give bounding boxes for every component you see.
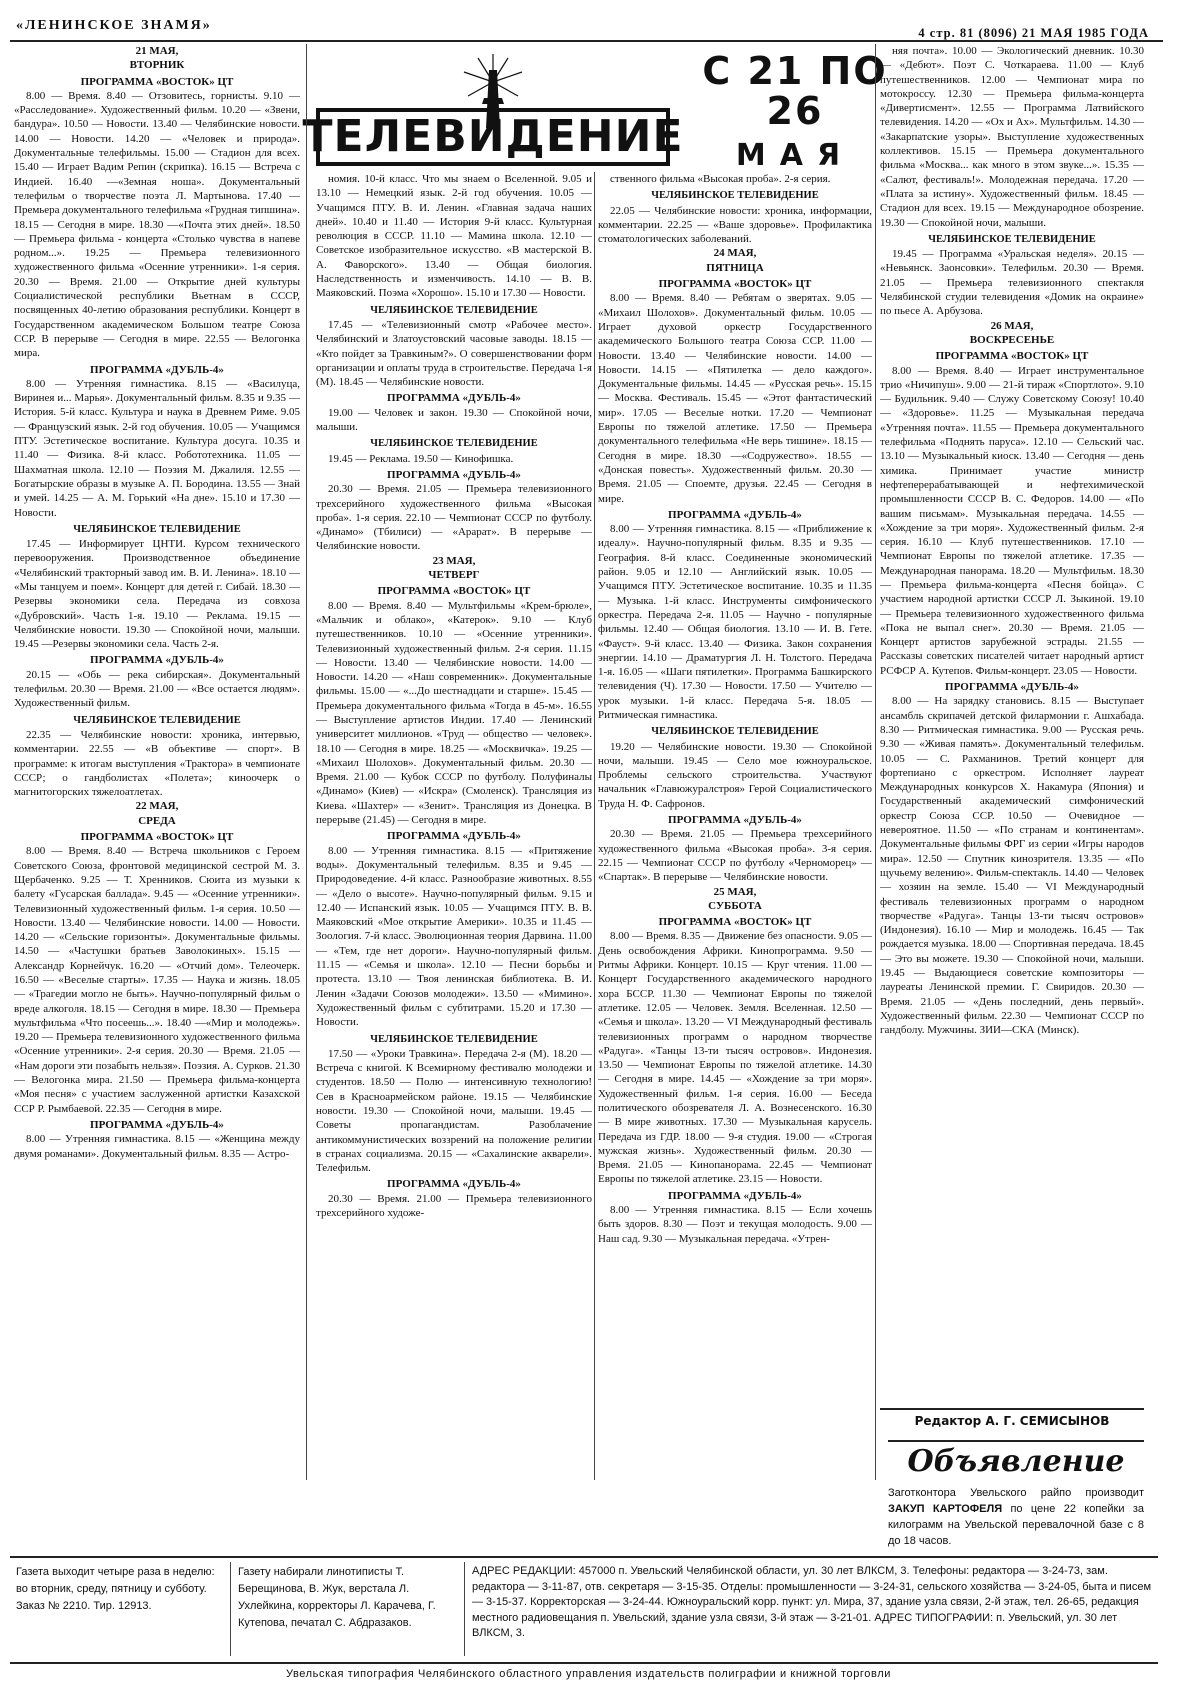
schedule-text: 22.05 — Челябинские новости: хроника, информации, комментарии. 22.25 — «Ваше здоровье». Профилактика стоматологических заболеваний. [598,204,872,246]
announcement-title: Объявление [888,1440,1144,1479]
date-range [700,49,890,173]
schedule-text: 8.00 — Время. 8.40 — Отзовитесь, горнисты. 9.10 — «Расследование». Художественный фильм. 10.20 — «Звени, бандура». 10.50 — Новости. 13.40 — Челябинские новости. 14.00 — Новости. 14.20 — «Человек и природа». Документальные телефильмы. 15.00 — Стадион для всех. 15.40 — Играет Вадим Репин (скрипка). 16.15 — Встреча с Индией. 16.40 —«Земная ноша». Документальный телефильм о творчестве поэта Л. Мартынова. 17.40 — Премьера документального телефильма «Грудная типшина». 18.15 — Сегодня в мире. 18.30 —«Почта этих дней». 18.50 — Премьера фильма - концерта «Столько чувства в напеве родном...». 19.25 — Премьера телевизионного художественного фильма «Осенние утренники». 1-я серия. 20.30 — Время. 21.00 — Открытие дней культуры Социалистической республики Вьетнам в СССР, посвященных 40-летию образования республики. Концерт в Государственном академическом Большом театре Союза ССР. В перерыве — Сегодня в мире. 22.55 — Велогонка мира. [14,89,300,360]
schedule-text: 19.20 — Челябинские новости. 19.30 — Спокойной ночи, малыши. 19.45 — Село мое южноуральское. Проблемы сельского строительства. Участвуют начальник «Главюжуралстроя» Герой Социалистического Труда Н. Ф. Сафронов. [598,740,872,810]
local-tv-heading: ЧЕЛЯБИНСКОЕ ТЕЛЕВИДЕНИЕ [370,304,538,316]
weekday-heading: СРЕДА [138,814,176,827]
announcement-text [888,1485,1144,1549]
schedule-text: 17.45 — «Телевизионный смотр «Рабочее место». Челябинский и Златоустовский часовые заводы. 18.15 — «Кто пойдет за Травкиным?». О совершенствовании форм организации и оплаты труда в строительстве. Передача 1-я (М). 18.45 — Челябинские новости. [316,318,592,389]
local-tv-heading: ЧЕЛЯБИНСКОЕ ТЕЛЕВИДЕНИЕ [651,726,819,738]
announcement-text-end: по цене 22 копейки за килограмм на Увельской перевалочной базе с 8 до 18 часов. [888,1503,1144,1547]
tv-title: ТЕЛЕВИДЕНИЕ [302,111,684,162]
schedule-text: ственного фильма «Высокая проба». 2-я серия. [610,173,831,185]
schedule-text: 8.00 — На зарядку становись. 8.15 — Выступает ансамбль скрипачей детской филармонии г. Ашхабада. 8.30 — Ритмическая гимнастика. 9.00 — Русская речь. 9.30 — «Живая память». Документальный телефильм. 10.05 — С. Рахманинов. Третий концерт для фортепиано с оркестром. Исполняет лауреат Международных конкурсов Х. Накамура (Япония) и Государственный академический симфонический оркестр Союза ССР. 10.50 — Очевидное — невероятное. 11.50 — «По странам и континентам». Документальные фильмы ФРГ из серии «Игры народов мира». 12.50 — Спутник кинозрителя. 13.35 — «По щучьему велению». Фильм-спектакль. 14.40 — Человек — хозяин на земле. 15.40 — VI Международный фестиваль телевизионных программ о народном творчестве «Радуга». Танцы 13-ти тысяч островов» (Индонезия). 16.10 — Мир и молодежь. 16.45 — Так рождается музыка. 18.00 — Спортивная передача. 18.45 — Это вы можете. 19.30 — Спокойной ночи, малыши. 19.45 — Выдающиеся советские композиторы — лауреаты Ленинской премии. Г. Свиридов. 20.30 — Время. 21.05 — «День последний, день первый». Художественный фильм. 22.30 — Чемпионат СССР по гандболу. Мужчины. ЗИИ—СКА (Минск). [880,695,1144,1037]
program-heading: ПРОГРАММА «ДУБЛЬ-4» [668,1189,802,1202]
print-order: Заказ № 2210. Тир. 12913. [16,1600,152,1612]
header-rule [10,40,1163,42]
editor-credit: Редактор А. Г. СЕМИСЫНОВ [880,1408,1144,1428]
column-4 [880,44,1144,1410]
schedule-text: 8.00 — Утренняя гимнастика. 8.15 — «Притяжение воды». Документальный телефильм. 8.35 и 9.45 — Природоведение. 4-й класс. Разнообразие животных. 8.55 — «Дело о высоте». Научно-популярный фильм. 9.15 и 12.40 — Испанский язык. 10.05 — Учащимся ПТУ. В. В. Маяковский «Мое открытие Америки». 10.35 и 11.45 — Зоология. 7-й класс. Эволюционная теория Дарвина. 11.00 — «Тем, где нет дороги». Научно-популярный фильм. 11.15 — «Семья и школа». 12.10 — Песни борьбы и протеста. 13.10 — Твоя ленинская библиотека. В. И. Ленин «Задачи Союзов молодежи». 13.50 — «Мимино». Художественный фильм с субтитрами. 15.20 и 17.30 — Новости. [316,844,592,1029]
announcement-highlight: ЗАКУП КАРТОФЕЛЯ [888,1503,1003,1515]
schedule-text: няя почта». 10.00 — Экологический дневник. 10.30 — «Дебют». Поэт С. Чоткараева. 11.00 — Клуб путешественников. 12.00 — Чемпионат мира по мотокроссу. 12.30 — Премьера фильма-концерта «Дивертисмент». 12.55 — Программа Латвийского телевидения. 14.20 — «Ох и Ах». Мультфильм. 14.30 — «Закарпатские узоры». Выступление художественных коллективов. 15.15 — Премьера документального фильма «Москва... как много в этом звуке...». 15.35 — «Салют, фестиваль!». Молодежная передача. 17.20 — «Плата за истину». Художественный фильм. 18.45 — Стадион для всех. 19.15 — Международное обозрение. 19.30 — Спокойной ночи, малыши. [880,45,1144,229]
announcement-text-start: Заготконтора Увельского райпо производит [888,1487,1144,1499]
announcement [888,1440,1144,1549]
schedule-text: 8.00 — Утренняя гимнастика. 8.15 — «Приближение к идеалу». Научно-популярный фильм. 8.35 и 9.35 — География. 8-й класс. Соединенные экономический район. 9.05 и 12.10 — Английский язык. 10.05 — Учащимся ПТУ. Эстетическое воспитание. 10.35 и 11.35 — Музыка. 1-й класс. Инструменты симфонического оркестра. Передача 2-я. 11.05 — Научно - популярные фильмы. 12.40 — Общая биология. 13.10 — И. В. Гете. «Фауст». 9-й класс. 13.40 — Физика. Закон сохранения энергии. 14.10 — Драматургия Л. Н. Толстого. Передача 1-я. 16.05 — «Шаги пятилетки». Программа Башкирского телевидения (Ч). 17.30 — Новости. 17.50 — Учителю — урок музыки. 1-й класс. Передача 5-я. 18.05 — Ритмическая гимнастика. [598,523,872,721]
editorial-address: АДРЕС РЕДАКЦИИ: 457000 п. Увельский Челябинской области, ул. 30 лет ВЛКСМ, 3. Телефоны: редактора — 3-24-73, зам. редактора — 3-11-87, отв. секретаря — 3-15-35. Отделы: промышленности — 3-24-31, сельского хозяйства — 3-24-05, быта и писем — 3-15-37. Корректорская — 3-24-44. Южноуральский корр. пункт: ул. Мира, 37, здание узла связи, 2-й этаж, тел. 26-65, редакция местного радиовещания п. Увельский, здание узла связи, 3-й этаж — 3-21-01. АДРЕС ТИПОГРАФИИ: п. Увельский, ул. 30 лет ВЛКСМ, 3. [472,1565,1152,1639]
schedule-text: 20.30 — Время. 21.05 — Премьера трехсерийного художественного фильма «Высокая проба». 3-я серия. 22.15 — Чемпионат СССР по футболу «Черноморец» — «Спартак». В перерыве — Челябинские новости. [598,828,872,884]
program-heading: ПРОГРАММА «ДУБЛЬ-4» [90,654,224,667]
printing-house-imprint: Увельская типография Челябинского областного управления издательств полиграфии и книжной торговли [286,1668,891,1680]
typesetting-credits: Газету набирали линотиписты Т. Берещинова, В. Жук, верстала Л. Ухлейкина, корректоры Л. Карачева, Г. Кутепова, печатал С. Абдразаков. [238,1566,436,1629]
program-heading: ПРОГРАММА «ДУБЛЬ-4» [668,814,802,827]
column-3 [598,172,872,1480]
schedule-text: 17.45 — Информирует ЦНТИ. Курсом технического перевооружения. Производственное объединение «Челябинский тракторный завод им. В. И. Ленина». 18.10 — «Мы танцуем и поем». Концерт для детей г. Сибай. 18.30 — Резервы экономики села. Передача из совхоза «Дубровский». Часть 1-я. 19.10 — Реклама. 19.15 — Челябинские новости. 19.30 — Спокойной ночи, малыши. 19.45 —Резервы экономики села. Часть 2-я. [14,538,300,651]
column-divider [594,172,595,1480]
day-heading: 25 МАЯ, [713,885,757,898]
local-tv-heading: ЧЕЛЯБИНСКОЕ ТЕЛЕВИДЕНИЕ [651,190,819,202]
paper-name: «ЛЕНИНСКОЕ ЗНАМЯ» [16,18,212,33]
footer-divider [230,1562,231,1656]
day-heading: 26 МАЯ, [990,319,1034,332]
local-tv-heading: ЧЕЛЯБИНСКОЕ ТЕЛЕВИДЕНИЕ [73,523,241,535]
column-2 [316,172,592,1480]
footer-divider [464,1562,465,1656]
day-heading: 22 МАЯ, [135,800,179,813]
column-divider [875,44,876,1480]
schedule-note: Газета выходит четыре раза в неделю: во вторник, среду, пятницу и субботу. [16,1566,215,1595]
program-heading: ПРОГРАММА «ВОСТОК» ЦТ [80,831,234,844]
program-heading: ПРОГРАММА «ДУБЛЬ-4» [387,1178,521,1191]
weekday-heading: СУББОТА [708,899,762,912]
weekday-heading: ВТОРНИК [129,59,185,72]
schedule-text: 19.45 — Программа «Уральская неделя». 20.15 — «Невьянск. Заонсовки». Телефильм. 20.30 — Время. 21.05 — Премьера телевизионного спектакля Челябинской студии телевидения «Домик на окраине» по пьесе А. Арбузова. [880,248,1144,318]
program-heading: ПРОГРАММА «ДУБЛЬ-4» [668,508,802,521]
weekday-heading: ПЯТНИЦА [706,261,764,274]
schedule-text: 8.00 — Утренняя гимнастика. 8.15 — «Женщина между двумя романами». Документальный фильм. 8.35 — Астро- [14,1133,300,1160]
local-tv-heading: ЧЕЛЯБИНСКОЕ ТЕЛЕВИДЕНИЕ [370,1033,538,1045]
schedule-text: 19.00 — Человек и закон. 19.30 — Спокойной ночи, малыши. [316,406,592,434]
schedule-text: 8.00 — Время. 8.40 — Встреча школьников с Героем Советского Союза, фронтовой медицинской сестрой М. З. Щербаченко. 9.25 — Т. Хренников. Сюита из музыки к балету «Гусарская баллада». 9.45 — «Осенние утренники». Телевизионный художественный фильм. 1-я серия. 10.50 — Новости. 13.40 — Челябинские новости. 14.00 — Новости. 14.20 — «Сельские горизонты». Документальные фильмы. 14.50 — «Частушки братьев Заволокиных». 15.15 — Александр Корнейчук. 16.20 — «Отчий дом». Телеочерк. 16.50 — «Веселые старты». 17.35 — Наука и жизнь. 18.05 — «Трагедии могло не быть». Научно-популярный фильм о вреде алкоголя. 18.15 — Сегодня в мире. 18.30 — Премьера мультфильма «Что посеешь...». 18.40 —«Мир и молодежь». 19.20 — Премьера телевизионного художественного фильма «Осенние утренники». 2-я серия. 20.30 — Время. 21.05 — «Нам дороги эти позабыть нельзя». Поэзия. А. Сурков. 21.30 — Велогонка мира. 21.50 — Премьера фильма-концерта «Моя песня» с участием заслуженной артистки Казахской ССР Р. Рымбаевой. 22.35 — Сегодня в мире. [14,845,300,1115]
publication-schedule [16,1564,226,1615]
program-heading: ПРОГРАММА «ДУБЛЬ-4» [387,468,521,481]
program-heading: ПРОГРАММА «ВОСТОК» ЦТ [935,350,1089,363]
schedule-text: 8.00 — Время. 8.40 — Играет инструментальное трио «Ничипуш». 9.00 — 21-й тираж «Спортлото». 9.10 — Будильник. 9.40 — Служу Советскому Союзу! 10.40 — «Здоровье». 11.25 — Музыкальная передача «Утренняя почта». 11.55 — Премьера документального телефильма «Поднять паруса». 12.10 — Сельский час. 13.10 — Музыкальный киоск. 13.40 — Сегодня — день химика. Принимает участие министр нефтеперерабатывающей и нефтехимической промышленности СССР В. С. Федоров. 14.00 — «По вашим письмам». Музыкальная передача. 14.55 — «Хождение за три моря». Художественный фильм. 2-я серия. 16.10 — Клуб путешественников. 17.10 — Чемпионат Европы по тяжелой атлетике. 17.35 — Международная панорама. 18.20 — Мультфильм. 18.30 — Премьера фильма-концерта «Песня бойца». С участием народной артистки СССР Л. Зыкиной. 19.10 — Премьера телевизионного художественного фильма «Пока не выпал снег». 20.30 — Время. 21.05 — Концерт артистов зарубежной эстрады. 21.55 — Рассказы советских писателей читает народный артист РСФСР А. Кутепов. Фильм-концерт. 23.05 — Новости. [880,364,1144,677]
program-heading: ПРОГРАММА «ДУБЛЬ-4» [945,681,1079,694]
program-heading: ПРОГРАММА «ВОСТОК» ЦТ [658,278,812,291]
local-tv-heading: ЧЕЛЯБИНСКОЕ ТЕЛЕВИДЕНИЕ [370,438,538,450]
footer [10,1556,1158,1664]
tv-title-box [302,108,684,166]
schedule-text: 19.45 — Реклама. 19.50 — Кинофишка. [328,452,514,465]
program-heading: ПРОГРАММА «ВОСТОК» ЦТ [377,585,531,598]
day-heading: 21 МАЯ, [135,45,179,57]
weekday-heading: ЧЕТВЕРГ [428,569,480,582]
schedule-text: номия. 10-й класс. Что мы знаем о Вселенной. 9.05 и 13.10 — Немецкий язык. 2-й год обучения. 10.05 — Учащимся ПТУ. В. И. Ленин. «Главная задача наших дней». 10.40 и 11.40 — История 9-й класс. Культурная революция в СССР. 11.10 — Мамина школа. 12.10 — Советское изобразительное искусство. «В мастерской В. А. Фаворского». 13.40 — Общая биология. Наследственность и изменчивость. 14.10 — В. В. Маяковский. Поэма «Хорошо». 15.10 и 17.30 — Новости. [316,173,592,300]
schedule-text: 8.00 — Утренняя гимнастика. 8.15 — Если хочешь быть здоров. 8.30 — Поэт и текущая молодость. 9.00 — Наш сад. 9.30 — Музыкальная передача. «Утрен- [598,1204,872,1245]
tv-masthead [302,52,684,168]
program-heading: ПРОГРАММА «ДУБЛЬ-4» [90,363,224,376]
schedule-text: 17.50 — «Уроки Травкина». Передача 2-я (М). 18.20 — Встреча с книгой. К Всемирному фестивалю молодежи и студентов. 18.50 — Полю — интенсивную технологию! Сев в Красноармейском районе. 19.15 — Челябинские новости. 19.30 — Спокойной ночи, малыши. 19.45 — Советы пропагандистам. Разоблачение антикоммунистических воззрений на положение религии в странах социализма. 20.15 — «Сахалинские акварели». Телефильм. [316,1047,592,1175]
program-heading: ПРОГРАММА «ДУБЛЬ-4» [90,1118,224,1131]
schedule-text: 8.00 — Утренняя гимнастика. 8.15 — «Василуца, Виринея и... Марья». Документальный фильм. 8.35 и 9.35 — История. 5-й класс. Культура и наука в Древнем Риме. 9.05 — Французский язык. 2-й год обучения. 10.05 — Учащимся ПТУ. Эстетическое воспитание. Культура досуга. 10.35 и 11.40 — Физика. 8-й класс. Робототехника. 11.05 — Шахматная школа. 12.10 — Поэзия М. Джалиля. 12.55 — Богатырские образы в музыке А. П. Бородина. 13.55 — Знай и умей. 14.25 — А. М. Горький «На дне». 15.10 и 17.30 — Новости. [14,377,300,519]
program-heading: ПРОГРАММА «ДУБЛЬ-4» [387,830,521,843]
schedule-text: 20.30 — Время. 21.05 — Премьера телевизионного трехсерийного художественного фильма «Высокая проба». 1-я серия. 22.10 — Чемпионат СССР по футболу. «Динамо» (Тбилиси) — «Арарат». В перерыве — Челябинские новости. [316,483,592,553]
weekday-heading: ВОСКРЕСЕНЬЕ [969,333,1055,346]
program-heading: ПРОГРАММА «ВОСТОК» ЦТ [80,75,234,88]
date-range-line2: МАЯ [735,137,855,173]
schedule-text: 8.00 — Время. 8.40 — Мультфильмы «Крем-брюле», «Мальчик и облако», «Катерок». 9.10 — Клуб путешественников. 10.10 — «Осенние утренники». Телевизионный художественный фильм. 2-я серия. 11.15 — Новости. 13.40 — Челябинские новости. 14.00 — Новости. 14.20 — «Наш современник». Документальные фильмы. 15.00 — «...До шестнадцати и старше». 15.45 — Премьера документального фильма «Тогда в 45-м». 16.55 — Выступление артистов Индии. 17.40 — Ленинский университет миллионов. «Труд — общество — человек». 18.10 — Сегодня в мире. 18.25 — «Москвичка». 19.25 — «Михаил Шолохов». Документальный фильм. 20.30 — Время. 21.00 — Кубок СССР по футболу. Полуфиналы «Динамо» (Киев) — «Искра» (Смоленск). Трансляция из Киева. «Шахтер» — «Зенит». Трансляция из Донецка. В перерыве (21.45) — Сегодня в мире. [316,599,592,827]
local-tv-heading: ЧЕЛЯБИНСКОЕ ТЕЛЕВИДЕНИЕ [73,714,241,726]
column-divider [306,44,307,1480]
schedule-text: 20.30 — Время. 21.00 — Премьера телевизионного трехсерийного художе- [316,1192,592,1220]
column-1 [14,44,300,1480]
program-heading: ПРОГРАММА «ВОСТОК» ЦТ [658,916,812,929]
local-tv-heading: ЧЕЛЯБИНСКОЕ ТЕЛЕВИДЕНИЕ [928,233,1096,245]
schedule-text: 8.00 — Время. 8.40 — Ребятам о зверятах. 9.05 — «Михаил Шолохов». Документальный фильм. 10.05 — Играет духовой оркестр Государственного академического Большого театра Союза ССР. 11.00 — Новости. 13.40 — Челябинские новости. 14.00 — Новости. 14.15 — «Пятилетка — дело каждого». Документальные фильмы. 14.45 — «Русская речь». 15.15 — Москва. Фестиваль. 15.45 — «Этот фантастический мир». 17.05 — Веселые нотки. 17.20 — Чемпионат Европы по тяжелой атлетике. 17.50 — Премьера документального телефильма «Не верь тишине». 18.15 — Сегодня в мире. 18.30 —«Содружество». 18.55 — «Донская повесть». Художественный фильм. 20.30 — Время. 21.05 — Споемте, друзья. 22.45 — Сегодня в мире. [598,292,872,505]
program-heading: ПРОГРАММА «ДУБЛЬ-4» [387,392,521,405]
schedule-text: 8.00 — Время. 8.35 — Движение без опасности. 9.05 — День освобождения Африки. Кинопрограмма. 9.50 — Ритмы Африки. Концерт. 10.15 — Круг чтения. 11.00 — Концерт Государственного академического народного хора БССР. 11.30 — Чемпионат Европы по тяжелой атлетике. 12.05 — Человек. Земля. Вселенная. 12.50 — «Семья и школа». 13.20 — VI Международный фестиваль телевизионных программ о народном творчестве «Радуга». «Танцы 13-ти тысяч островов». Индонезия. 13.50 — Чемпионат Европы по тяжелой атлетике. 14.30 — Сегодня в мире. 14.45 — «Хождение за три моря». Художественный фильм. 1-я серия. 16.00 — Беседа политического обозревателя Л. А. Вознесенского. 16.30 — В мире животных. 17.30 — Музыкальная карусель. Передача из ГДР. 18.00 — 9-я студия. 19.00 — «Строгая мужская жизнь». Художественный фильм. 20.30 — Время. 21.05 — Кинопанорама. 22.45 — Чемпионат Европы по тяжелой атлетике. 23.15 — Новости. [598,930,872,1186]
date-range-line1: С 21 ПО 26 [702,49,888,133]
schedule-text: 20.15 — «Обь — река сибирская». Документальный телефильм. 20.30 — Время. 21.00 — «Все остается людям». Художественный фильм. [14,668,300,710]
day-heading: 23 МАЯ, [432,554,476,567]
schedule-text: 22.35 — Челябинские новости: хроника, интервью, комментарии. 22.55 — «В объективе — спорт». В программе: к итогам выступления «Трактора» в чемпионате СССР; о гандболистах «Полета»; киноочерк о магнитогорских тяжелоатлетах. [14,728,300,799]
issue-line: 4 стр. 81 (8096) 21 МАЯ 1985 ГОДА [918,26,1149,40]
day-heading: 24 МАЯ, [713,247,757,260]
